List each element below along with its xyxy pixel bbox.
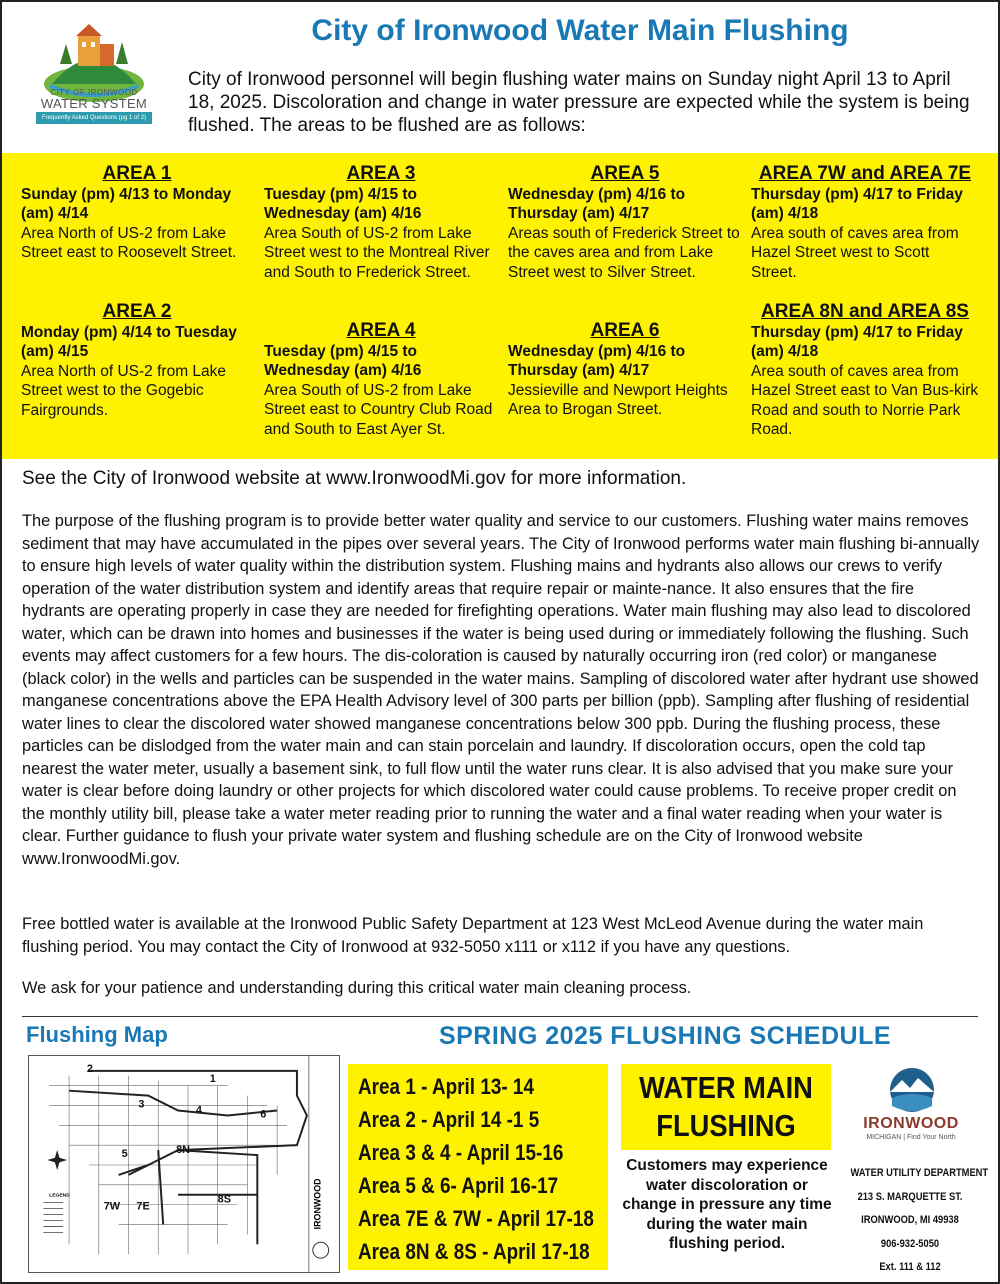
section-divider (22, 1016, 978, 1017)
area-heading: AREA 2 (102, 301, 172, 322)
ironwood-logo-icon (884, 1066, 940, 1114)
schedule-item: Area 7E & 7W - April 17-18 (358, 1206, 594, 1231)
wm-line2: FLUSHING (656, 1108, 796, 1143)
schedule-item: Area 2 - April 14 -1 5 (358, 1107, 540, 1132)
map-label-3: 3 (138, 1098, 145, 1111)
map-label-7e: 7E (136, 1200, 150, 1213)
logo-text-city: CITY OF IRONWOOD (50, 88, 138, 97)
map-label-2: 2 (86, 1062, 93, 1075)
purpose-paragraph: The purpose of the flushing program is to provide better water quality and service to our customers. Flushing water mains removes sediment that may have accumulated in the pipes over several years. The City of Ironwood performs water main flushing bi-annually to ensure high levels of water quality within the distribution system. Flushing mains and hydrants also allows our crews to verify operation of the water distribution system and identify areas that require repair or mainte-nance. It also ensures that the fire hydrants are operating properly in case they are needed for firefighting operations. Water main flushing may also lead to discolored water, which can be drawn into homes and businesses if the water is being used during or immediately following the flushing. Such events may affect customers for a few hours. The dis-coloration is caused by naturally occurring iron (red color) or manganese (black color) in the wells and particles can be suspended in the water mains. Sampling of discolored water after hydrant use showed manganese concentrations above the EPA Health Advisory level of 300 parts per billion (ppb). Sampling after flushing of residential water lines to clear the discolored water showed manganese concentrations below 300 ppb. During the flushing process, these particles can be dislodged from the water main and can stain porcelain and laundry. If discoloration occurs, open the cold tap nearest the water meter, usually a basement sink, to full flow until the water runs clear. It is also advised that you make sure your water is clear before doing laundry or other projects for which discolored water could cause problems. To receive proper credit on the monthly utility bill, please take a water meter reading prior to running the water and a final water reading when your water is clear. Further guidance to flush your private water system and flushing schedule are on the City of Ironwood website www.IronwoodMi.gov. (22, 512, 980, 868)
patience-paragraph: We ask for your patience and understanding during this critical water main cleaning process. (22, 979, 692, 997)
area-description: Areas south of Frederick Street to the caves area and from Lake Street west to Silver Street. (508, 224, 740, 281)
map-label-5: 5 (121, 1148, 128, 1161)
area-description: Area North of US-2 from Lake Street west to the Gogebic Fairgrounds. (21, 362, 227, 419)
area-date: Wednesday (pm) 4/16 to Thursday (am) 4/17 (508, 343, 686, 380)
logo-band: Frequently Asked Questions (pg 1 of 2) (36, 112, 152, 124)
map-label-7w: 7W (103, 1200, 121, 1213)
area-description: Area south of caves area from Hazel Street west to Scott Street. (751, 224, 959, 281)
water-main-flushing-box (621, 1064, 831, 1150)
area-5 (508, 163, 742, 282)
map-label-1: 1 (209, 1072, 216, 1085)
dept-line: IRONWOOD, MI 49938 (861, 1214, 959, 1226)
map-label-8s: 8S (217, 1193, 232, 1206)
area-description: Jessieville and Newport Heights Area to Brogan Street. (508, 381, 728, 419)
page-title: City of Ironwood Water Main Flushing (311, 14, 849, 47)
wm-line1: WATER MAIN (639, 1070, 813, 1105)
area-heading: AREA 7W and AREA 7E (758, 163, 972, 184)
area-description: Area south of caves area from Hazel Street east to Van Bus-kirk Road and south to Norrie Park Road. (751, 362, 979, 439)
dept-line: 906-932-5050 (880, 1237, 940, 1250)
area-date: Sunday (pm) 4/13 to Monday (am) 4/14 (21, 186, 232, 223)
schedule-item: Area 8N & 8S - April 17-18 (358, 1239, 590, 1264)
dept-line: 213 S. MARQUETTE ST. (857, 1190, 963, 1203)
area-description: Area South of US-2 from Lake Street west to the Montreal River and South to Frederick Street. (264, 224, 490, 281)
area-date: Tuesday (pm) 4/15 to Wednesday (am) 4/16 (264, 343, 422, 380)
area-date: Thursday (pm) 4/17 to Friday (am) 4/18 (751, 324, 963, 361)
dept-line: Ext. 111 & 112 (879, 1261, 941, 1273)
area-date: Monday (pm) 4/14 to Tuesday (am) 4/15 (21, 324, 237, 361)
dept-line: WATER UTILITY DEPARTMENT (850, 1167, 989, 1179)
map-title: Flushing Map (26, 1022, 168, 1047)
area-date: Wednesday (pm) 4/16 to Thursday (am) 4/17 (508, 186, 686, 223)
area-1 (21, 163, 253, 263)
website-notice: See the City of Ironwood website at www.IronwoodMi.gov for more information. (22, 468, 687, 489)
area-description: Area North of US-2 from Lake Street east to Roosevelt Street. (21, 224, 237, 262)
schedule-item: Area 3 & 4 - April 15-16 (358, 1140, 564, 1165)
org-name: IRONWOOD (863, 1115, 959, 1132)
customer-notice: Customers may experience water discoloration or change in pressure any time during the water main flushing period. (622, 1157, 832, 1252)
area-heading: AREA 6 (590, 320, 660, 341)
schedule-item: Area 1 - April 13- 14 (358, 1074, 534, 1099)
area-2 (21, 301, 253, 420)
area-3 (264, 163, 498, 282)
schedule-box (348, 1064, 608, 1270)
area-date: Tuesday (pm) 4/15 to Wednesday (am) 4/16 (264, 186, 422, 223)
area-7 (751, 163, 979, 282)
department-contact (840, 1162, 989, 1280)
schedule-title: SPRING 2025 FLUSHING SCHEDULE (438, 1022, 892, 1050)
bottled-water-paragraph: Free bottled water is available at the Ironwood Public Safety Department at 123 West McLeod Avenue during the water main flushing period. You may contact the City of Ironwood at 932-5050 x111 or x112 if you have any questions. (22, 915, 924, 956)
org-tagline: MICHIGAN | Find Your North (866, 1134, 956, 1141)
map-label-8n: 8N (176, 1144, 190, 1157)
area-heading: AREA 3 (346, 163, 416, 184)
map-label-6: 6 (260, 1108, 267, 1121)
area-8 (751, 301, 979, 439)
flushing-map (28, 1055, 340, 1273)
area-date: Thursday (pm) 4/17 to Friday (am) 4/18 (751, 186, 963, 223)
areas-panel (2, 153, 998, 459)
area-description: Area South of US-2 from Lake Street east to Country Club Road and South to East Ayer St. (264, 381, 493, 438)
area-heading: AREA 4 (346, 320, 416, 341)
logo-text-water-system: WATER SYSTEM (40, 96, 148, 111)
map-legend-title: LEGEND (49, 1193, 70, 1199)
map-label-4: 4 (195, 1104, 202, 1117)
intro-text: City of Ironwood personnel will begin flushing water mains on Sunday night April 13 to April 18, 2025. Discoloration and change in water pressure are expected while the system is being flushed. The areas to be flushed are as follows: (188, 69, 970, 136)
area-4 (264, 320, 498, 439)
area-heading: AREA 1 (102, 163, 172, 184)
area-heading: AREA 5 (590, 163, 660, 184)
map-side-text: IRONWOOD (312, 1178, 323, 1230)
area-heading: AREA 8N and AREA 8S (761, 301, 969, 322)
area-6 (508, 320, 742, 420)
schedule-item: Area 5 & 6- April 16-17 (358, 1173, 559, 1198)
